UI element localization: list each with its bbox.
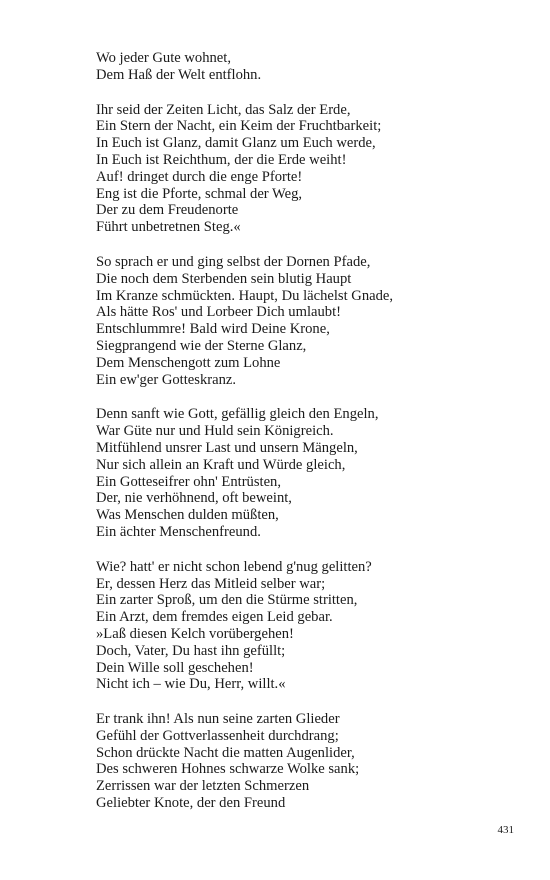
poem-line: Dem Menschengott zum Lohne (96, 354, 281, 371)
page-number: 431 (497, 824, 514, 836)
poem-line: Ein ächter Menschenfreund. (96, 523, 261, 540)
poem-line: Des schweren Hohnes schwarze Wolke sank; (96, 761, 360, 778)
poem-line: Gefühl der Gottverlassenheit durchdrang; (96, 727, 339, 744)
poem-line: Er, dessen Herz das Mitleid selber war; (96, 575, 326, 592)
poem-line: Ein Gotteseifrer ohn' Entrüsten, (96, 473, 282, 490)
poem-line: Entschlummre! Bald wird Deine Krone, (96, 321, 330, 338)
poem-line: Dem Haß der Welt entflohn. (96, 66, 262, 83)
poem-line: Nicht ich – wie Du, Herr, willt.« (96, 676, 286, 693)
poem-line: Der zu dem Freudenorte (96, 202, 239, 219)
stanza (96, 711, 516, 812)
poem-line: Doch, Vater, Du hast ihn gefüllt; (96, 642, 286, 659)
poem-line: Dein Wille soll geschehen! (96, 659, 254, 676)
stanza (96, 559, 516, 693)
poem-line: Denn sanft wie Gott, gefällig gleich den Engeln, (96, 406, 379, 423)
poem-line: Im Kranze schmückten. Haupt, Du lächelst Gnade, (96, 287, 394, 304)
poem-line: Was Menschen dulden müßten, (96, 507, 279, 524)
poem-line: Ein zarter Sproß, um den die Stürme stritten, (96, 592, 358, 609)
poem-line: Er trank ihn! Als nun seine zarten Glieder (96, 711, 340, 728)
poem-line: Geliebter Knote, der den Freund (96, 795, 286, 812)
poem-line: Ihr seid der Zeiten Licht, das Salz der Erde, (96, 101, 351, 118)
poem-line: Als hätte Ros' und Lorbeer Dich umlaubt! (96, 304, 341, 321)
stanza (96, 254, 516, 388)
poem-line: Zerrissen war der letzten Schmerzen (96, 778, 310, 795)
poem-line: Nur sich allein an Kraft und Würde gleich, (96, 456, 346, 473)
poem-line: So sprach er und ging selbst der Dornen Pfade, (96, 253, 371, 270)
poem-text (96, 50, 516, 830)
poem-line: Ein Stern der Nacht, ein Keim der Fruchtbarkeit; (96, 118, 382, 135)
poem-line: Ein Arzt, dem fremdes eigen Leid gebar. (96, 609, 333, 626)
stanza (96, 406, 516, 540)
poem-line: »Laß diesen Kelch vorübergehen! (96, 625, 294, 642)
poem-line: Schon drückte Nacht die matten Augenlider, (96, 744, 355, 761)
poem-line: Führt unbetretnen Steg.« (96, 219, 241, 236)
poem-line: In Euch ist Glanz, damit Glanz um Euch werde, (96, 135, 376, 152)
poem-line: Auf! dringet durch die enge Pforte! (96, 168, 303, 185)
poem-line: Eng ist die Pforte, schmal der Weg, (96, 185, 303, 202)
poem-line: Siegprangend wie der Sterne Glanz, (96, 337, 307, 354)
poem-line: In Euch ist Reichthum, der die Erde weiht! (96, 151, 347, 168)
poem-line: Der, nie verhöhnend, oft beweint, (96, 490, 292, 507)
poem-line: Wo jeder Gute wohnet, (96, 50, 231, 66)
stanza (96, 102, 516, 236)
poem-line: Ein ew'ger Gotteskranz. (96, 371, 237, 388)
poem-line: War Güte nur und Huld sein Königreich. (96, 423, 334, 440)
poem-line: Mitfühlend unsrer Last und unsern Mängeln, (96, 439, 358, 456)
stanza (96, 50, 516, 84)
poem-line: Die noch dem Sterbenden sein blutig Haupt (96, 270, 352, 287)
poem-line: Wie? hatt' er nicht schon lebend g'nug gelitten? (96, 558, 372, 575)
